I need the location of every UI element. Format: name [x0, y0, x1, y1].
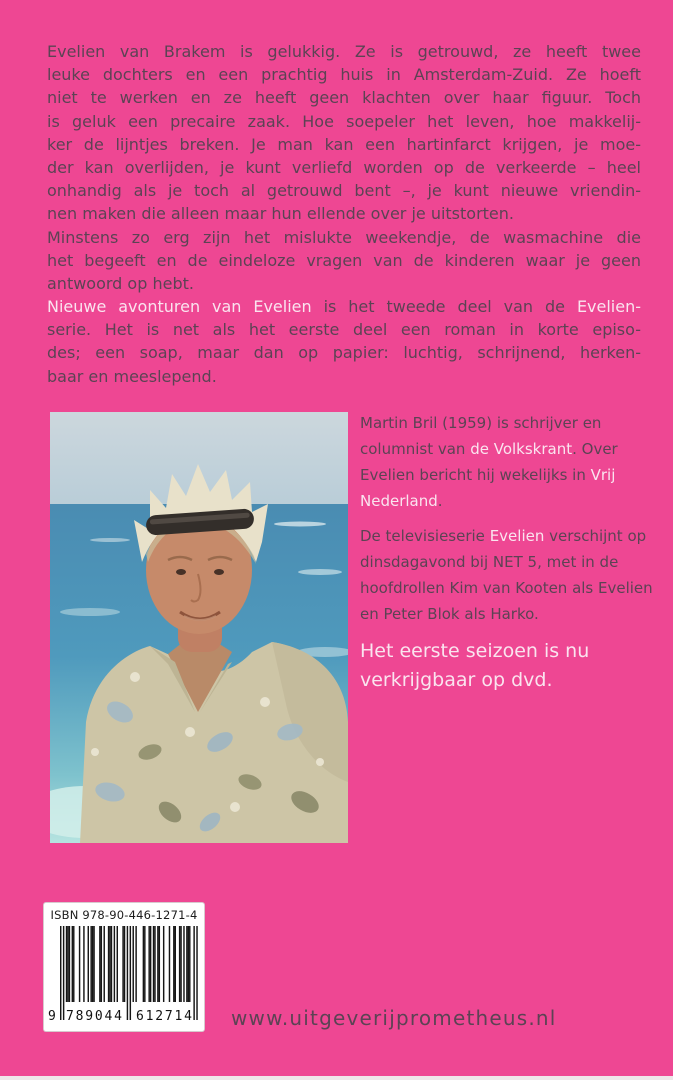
text-segment: verschijnt op: [544, 527, 647, 545]
blurb-line: is geluk een precaire zaak. Hoe soepeler het leven, hoe makkelij-: [47, 111, 641, 131]
blurb-line: der kan overlijden, je kunt verliefd worden op de verkeerde – heel: [47, 157, 641, 177]
tv-series-info: [360, 527, 662, 631]
dvd-note-line: verkrijgbaar op dvd.: [360, 669, 553, 691]
isbn-label: ISBN 978-90-446-1271-4: [50, 908, 198, 922]
blurb-line: niet te werken en ze heeft geen klachten over haar figuur. Toch: [47, 88, 641, 108]
evelien-highlight: Evelien: [489, 527, 545, 545]
author-info-line: [360, 440, 662, 466]
blurb-line: Minstens zo erg zijn het mislukte weekendje, de wasmachine die: [47, 227, 641, 247]
tv-info-line: en Peter Blok als Harko.: [360, 605, 539, 623]
text-segment: Evelien bericht hij wekelijks in: [360, 466, 591, 484]
barcode-digits-left: 789044: [66, 1009, 122, 1024]
publisher-url: www.uitgeverijprometheus.nl: [231, 1006, 557, 1030]
tv-info-line: dinsdagavond bij NET 5, met in de: [360, 553, 619, 571]
blurb-line: nen maken die alleen maar hun ellende over je uitstorten.: [47, 204, 514, 224]
series-title-highlight: Nieuwe avonturen van Evelien: [47, 297, 312, 317]
barcode-bars: [60, 926, 198, 1020]
blurb-line-mixed: [47, 295, 641, 318]
author-photo: [50, 412, 348, 843]
blurb-line: Evelien van Brakem is gelukkig. Ze is getrouwd, ze heeft twee: [47, 42, 641, 61]
blurb-segment: is het tweede deel van de: [311, 297, 577, 317]
barcode-box: [44, 903, 204, 1031]
blurb-line: des; een soap, maar dan op papier: luchtig, schrijnend, herken-: [47, 343, 641, 363]
blurb-line: ker de lijntjes breken. Je man kan een hartinfarct krijgen, je moe-: [47, 134, 641, 154]
blurb-line: serie. Het is net als het eerste deel een roman in korte episo-: [47, 320, 641, 340]
vrij-nederland-highlight: Vrij: [590, 466, 616, 484]
volkskrant-highlight: de Volkskrant: [470, 440, 573, 458]
blurb-line: antwoord op hebt.: [47, 273, 194, 293]
tv-info-line: hoofdrollen Kim van Kooten als Evelien: [360, 579, 653, 597]
blurb-line: het begeeft en de eindeloze vragen van de kinderen waar je geen: [47, 250, 641, 270]
author-info-line: [360, 466, 662, 492]
text-segment: De televisieserie: [360, 527, 490, 545]
barcode-graphic: [48, 924, 200, 1024]
series-name-highlight: Evelien-: [576, 297, 641, 317]
barcode-digits-right: 612714: [136, 1009, 192, 1024]
vrij-nederland-highlight: Nederland: [360, 492, 438, 510]
author-photo-graphic: [50, 412, 348, 843]
text-segment: .: [437, 492, 443, 510]
text-segment: . Over: [572, 440, 618, 458]
blurb-line: onhandig als je toch al getrouwd bent –, je kunt nieuwe vriendin-: [47, 181, 641, 201]
scan-edge-artifact: [0, 1076, 673, 1080]
barcode-digit-first: 9: [48, 1009, 56, 1024]
author-info-line: Martin Bril (1959) is schrijver en: [360, 414, 602, 432]
blurb-line: leuke dochters en een prachtig huis in Amsterdam-Zuid. Ze hoeft: [47, 65, 641, 85]
tv-info-line: [360, 527, 662, 553]
dvd-note: [360, 640, 662, 698]
text-segment: columnist van: [360, 440, 471, 458]
blurb-line: baar en meeslepend.: [47, 366, 217, 386]
dvd-note-line: Het eerste seizoen is nu: [360, 640, 590, 662]
author-info-line: [360, 492, 662, 518]
author-info: [360, 414, 662, 518]
blurb-text: [47, 40, 641, 388]
